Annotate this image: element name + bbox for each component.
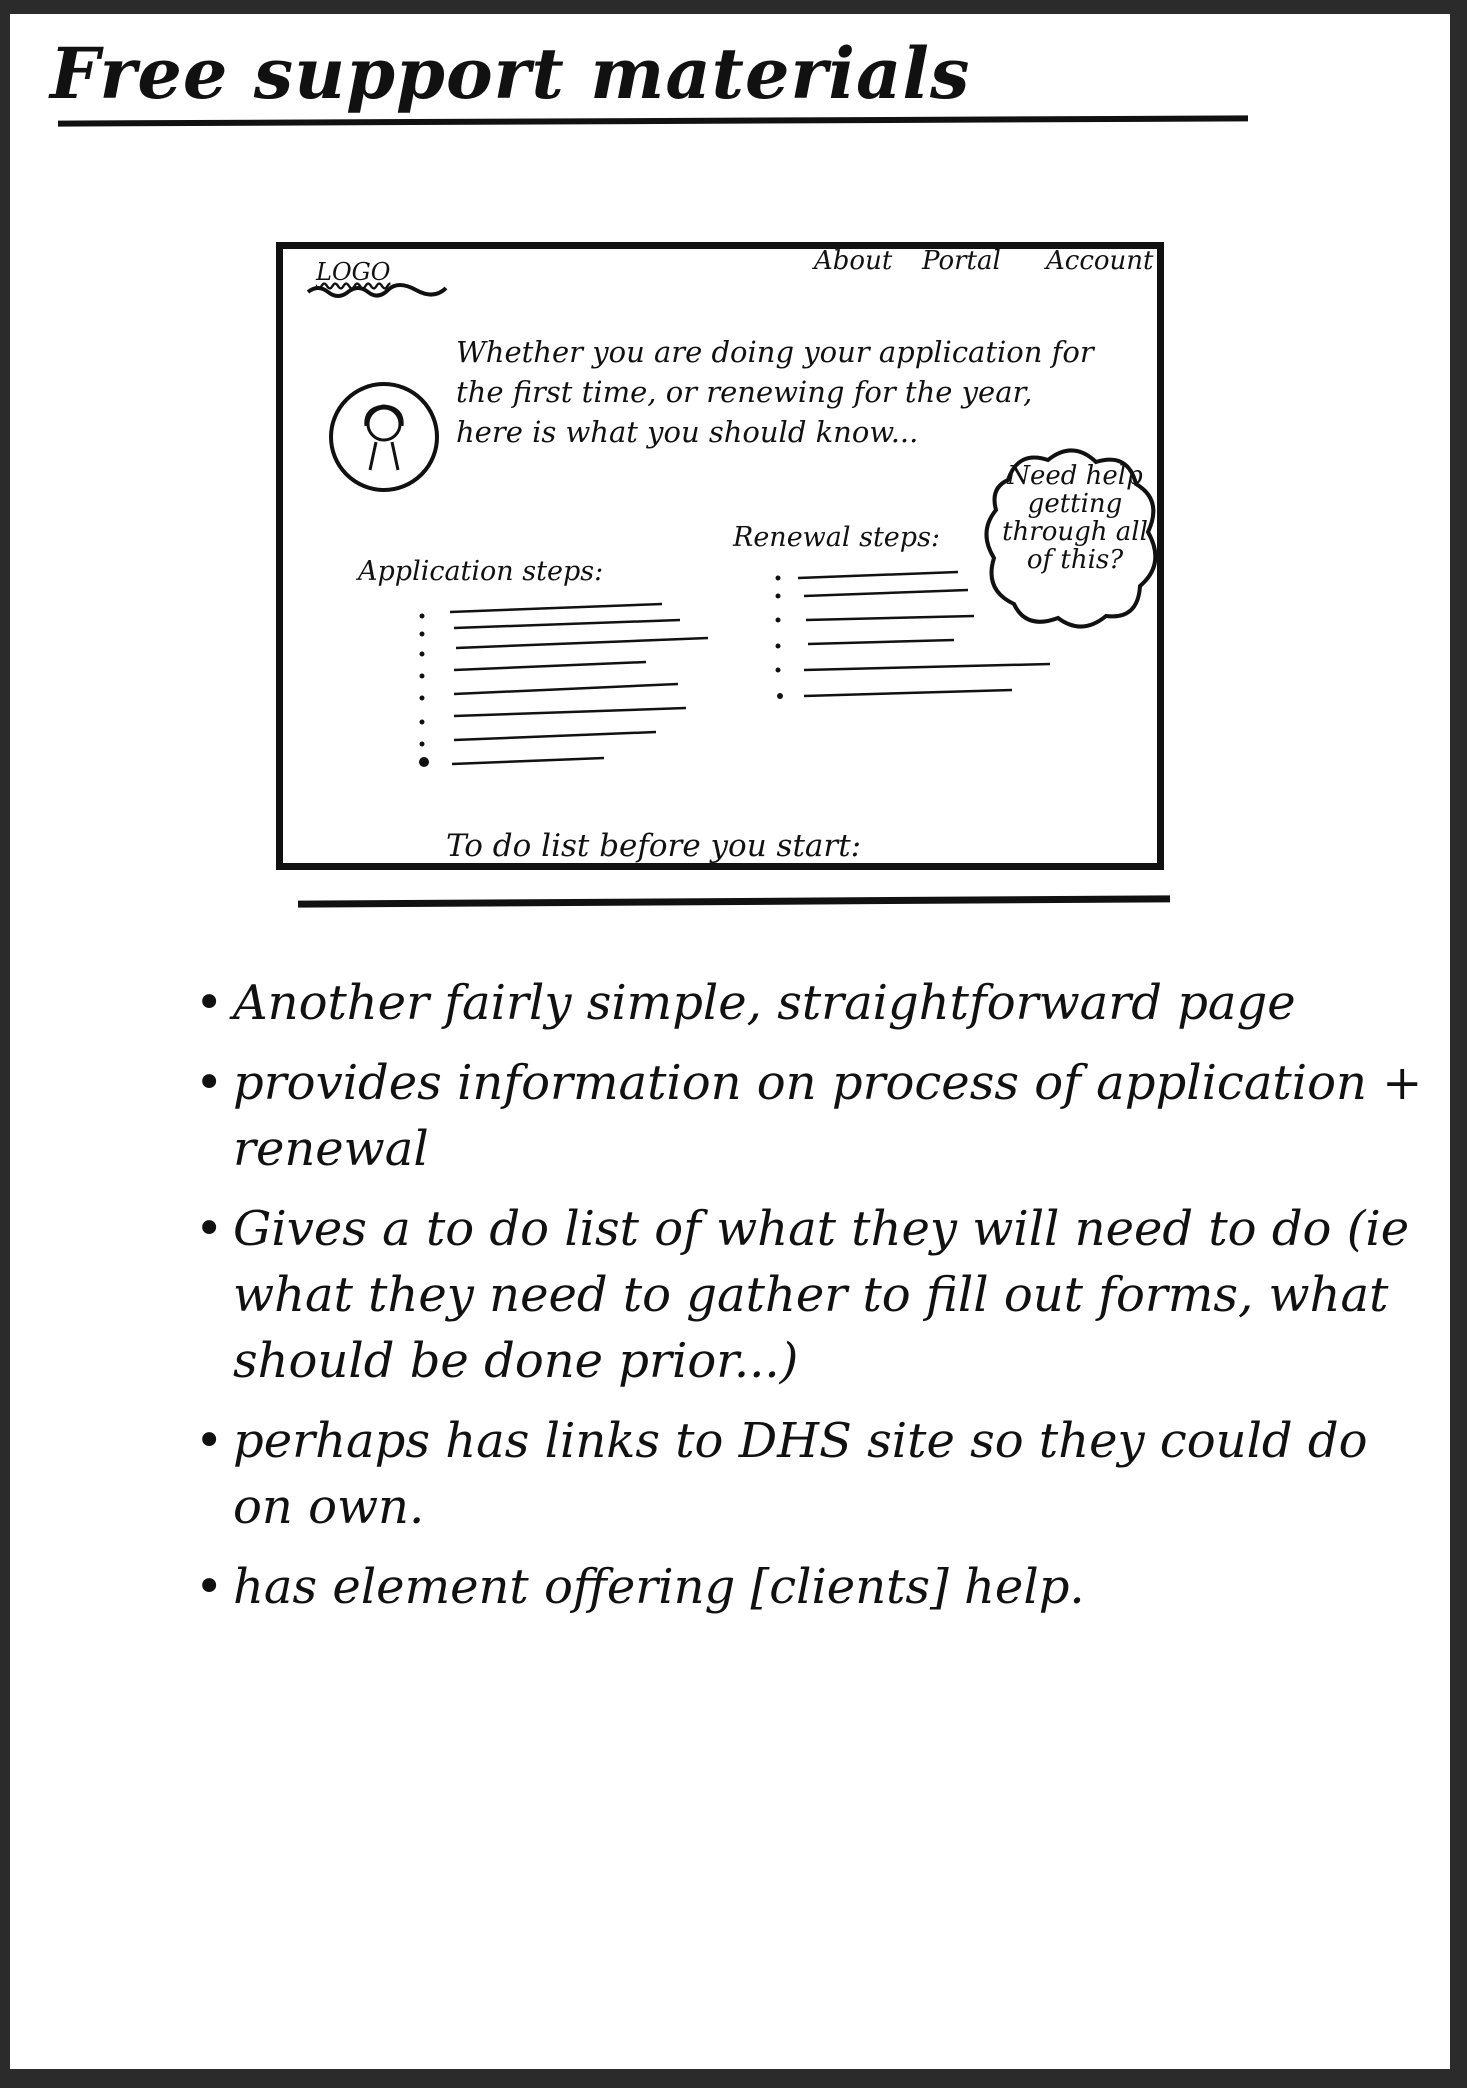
note-item: • perhaps has links to DHS site so they could do on own. [195,1408,1425,1540]
design-notes-list [195,970,1425,1634]
note-item: • provides information on process of application + renewal [195,1050,1425,1182]
note-item: • has element offering [clients] help. [195,1554,1425,1620]
todo-list-heading: To do list before you start: [446,828,862,864]
logo-squiggle-icon [306,282,456,302]
help-bubble-text: Need help getting through all of this? [1002,461,1148,575]
wireframe-logo: LOGO [316,258,391,286]
note-item: • Another fairly simple, straightforward page [195,970,1425,1036]
wireframe-nav-portal: Portal [922,246,1001,276]
application-steps-heading: Application steps: [358,556,604,587]
wireframe-intro-text: Whether you are doing your application for the first time, or renewing for the year, here is what you should know... [456,335,1094,449]
application-steps-list [410,598,720,778]
note-item: • Gives a to do list of what they will need to do (ie what they need to gather to fill out forms, what should be done prior...) [195,1196,1425,1394]
renewal-steps-heading: Renewal steps: [733,522,941,553]
wireframe-nav-account: Account [1046,246,1154,276]
page-title: Free support materials [50,32,971,115]
renewal-steps-list [768,566,1068,716]
avatar-icon [326,378,442,496]
wireframe-nav-about: About [814,246,893,276]
